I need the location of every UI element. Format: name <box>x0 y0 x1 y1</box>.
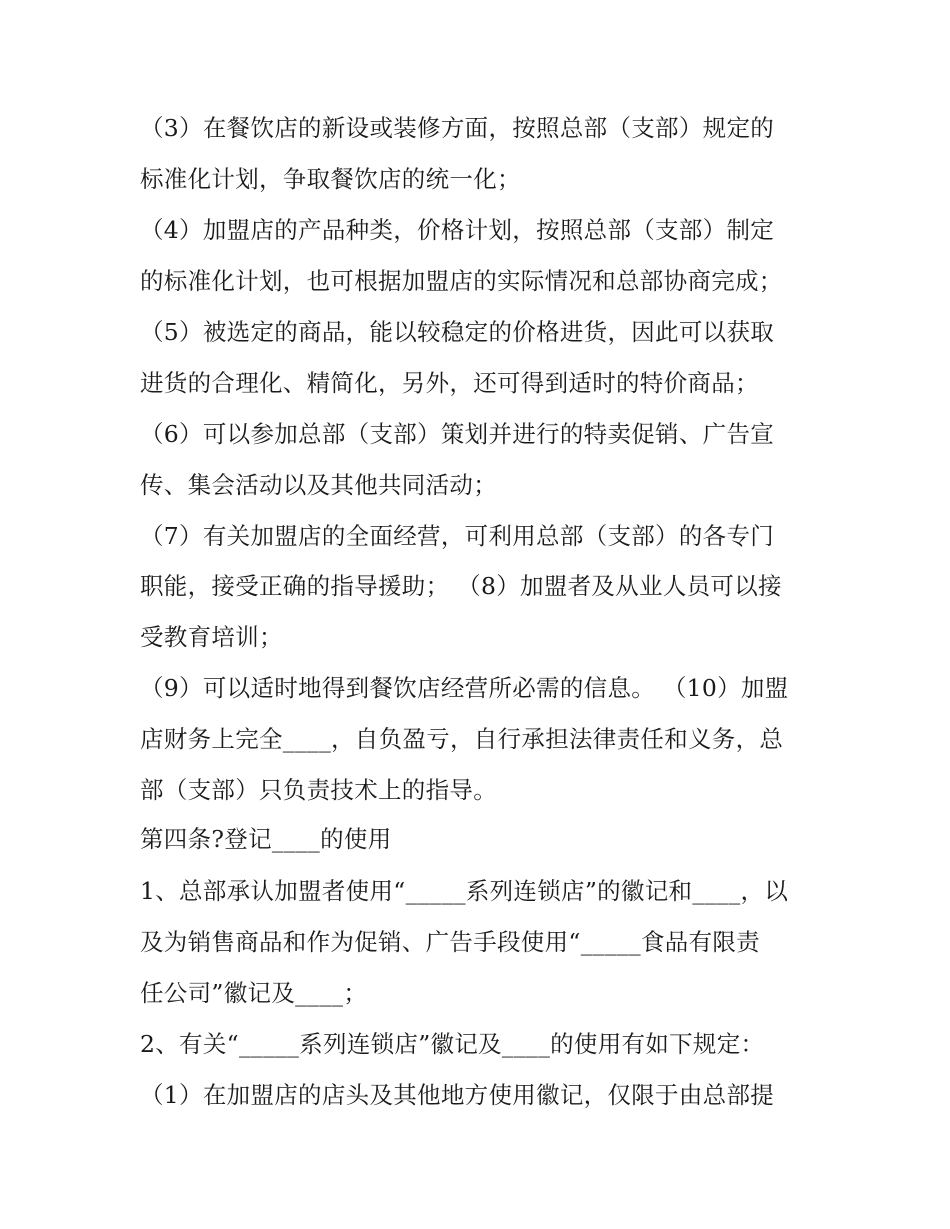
text-line: 进货的合理化、精简化，另外，还可得到适时的特价商品； <box>140 369 759 397</box>
text-line: 及为销售商品和作为促销、广告手段使用“_____食品有限责 <box>140 928 760 956</box>
text-line: （5）被选定的商品，能以较稳定的价格进货，因此可以获取 <box>140 318 775 346</box>
text-line: 受教育培训； <box>140 623 283 651</box>
text-line: 店财务上完全____，自负盈亏，自行承担法律责任和义务，总 <box>140 725 784 753</box>
text-line: 标准化计划，争取餐饮店的统一化； <box>140 165 521 193</box>
text-line: （3）在餐饮店的新设或装修方面，按照总部（支部）规定的 <box>140 114 775 142</box>
text-line: 任公司”徽记及____； <box>140 979 368 1007</box>
text-line: 2、有关“_____系列连锁店”徽记及____的使用有如下规定： <box>140 1030 765 1058</box>
text-line: （6）可以参加总部（支部）策划并进行的特卖促销、广告宣 <box>140 420 775 448</box>
text-line: 职能，接受正确的指导援助； （8）加盟者及从业人员可以接 <box>140 572 782 600</box>
text-line: （1）在加盟店的店头及其他地方使用徽记，仅限于由总部提 <box>140 1081 775 1109</box>
text-line: （9）可以适时地得到餐饮店经营所必需的信息。 （10）加盟 <box>140 674 789 702</box>
section-heading: 第四条?登记____的使用 <box>140 825 392 853</box>
text-line: （7）有关加盟店的全面经营，可利用总部（支部）的各专门 <box>140 522 775 550</box>
text-line: （4）加盟店的产品种类，价格计划，按照总部（支部）制定 <box>140 216 775 244</box>
text-line: 1、总部承认加盟者使用“_____系列连锁店”的徽记和____，以 <box>140 877 789 905</box>
text-line: 部（支部）只负责技术上的指导。 <box>140 776 497 804</box>
text-line: 传、集会活动以及其他共同活动； <box>140 471 497 499</box>
text-line: 的标准化计划，也可根据加盟店的实际情况和总部协商完成； <box>140 267 783 295</box>
